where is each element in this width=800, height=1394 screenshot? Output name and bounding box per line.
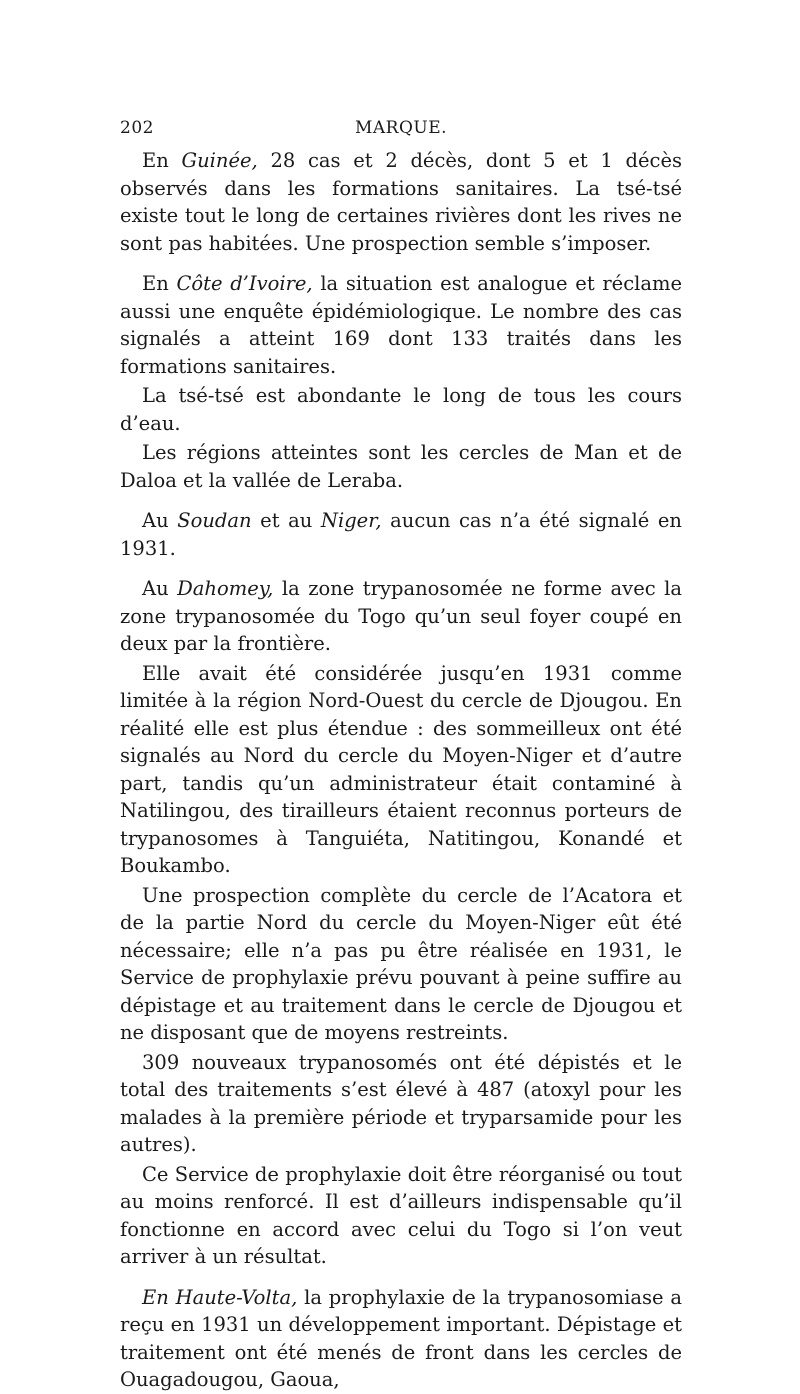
page-header [120, 112, 682, 142]
paragraph-tsetse: La tsé-tsé est abondante le long de tous les cours d’eau. [120, 384, 682, 435]
paragraph-djougou: Elle avait été considérée jusqu’en 1931 comme limitée à la région Nord-Ouest du cercle de Djougou. En réalité elle est plus étendue : des sommeilleux ont été signalés au Nord du cercle du Moyen-Niger et d’autre part, tandis qu’un administrateur était contaminé à Natilingou, des tirailleurs étaient reconnus porteurs de trypanosomes à Tanguiéta, Natitingou, Konandé et Boukambo. [120, 661, 682, 877]
paragraph-haute-volta: En Haute-Volta, la prophylaxie de la trypanosomiase a reçu en 1931 un développement important. Dépistage et traitement ont été menés de front dans les cercles de Ouagadougou, Gaoua, [120, 1285, 682, 1391]
paragraph-dahomey: Au Dahomey, la zone trypanosomée ne forme avec la zone trypanosomée du Togo qu’un seul foyer coupé en deux par la frontière. [120, 577, 683, 655]
place-name: Niger, [320, 509, 382, 532]
page [120, 112, 682, 1394]
paragraph-soudan-niger: Au Soudan et au Niger, aucun cas n’a été signalé en 1931. [120, 509, 682, 560]
paragraph-regions: Les régions atteintes sont les cercles de Man et de Daloa et la vallée de Leraba. [120, 441, 682, 492]
page-number: 202 [120, 118, 154, 138]
paragraph-prospection: Une prospection complète du cercle de l’Acatora et de la partie Nord du cercle du Moyen-Niger eût été nécessaire; elle n’a pas pu être réalisée en 1931, le Service de prophylaxie prévu pouvant à peine suffire au dépistage et au traitement dans le cercle de Djougou et ne disposant que de moyens restreints. [120, 883, 682, 1044]
place-name: Guinée, [181, 149, 258, 172]
place-name: Soudan [177, 509, 252, 532]
paragraph-trypanosomes-count: 309 nouveaux trypanosomés ont été dépistés et le total des traitements s’est élevé à 487 (atoxyl pour les malades à la première période et tryparsamide pour les autres). [120, 1050, 682, 1156]
place-name: Côte d’Ivoire, [176, 272, 313, 295]
paragraph-service: Ce Service de prophylaxie doit être réorganisé ou tout au moins renforcé. Il est d’ailleurs indispensable qu’il fonctionne en accord avec celui du Togo si l’on veut arriver à un résultat. [120, 1162, 682, 1268]
place-name: Dahomey, [177, 577, 274, 600]
place-name: En Haute-Volta, [142, 1285, 298, 1309]
paragraph-cote-ivoire: En Côte d’Ivoire, la situation est analogue et réclame aussi une enquête épidémiologique. Le nombre des cas signalés a atteint 169 dont 133 traités dans les formations sanitaires. [120, 272, 683, 378]
paragraph-guinee: En Guinée, 28 cas et 2 décès, dont 5 et 1 décès observés dans les formations sanitaires. La tsé-tsé existe tout le long de certaines rivières dont les rives ne sont pas habitées. Une prospection semble s’imposer. [120, 149, 682, 255]
running-title: MARQUE. [354, 118, 448, 138]
